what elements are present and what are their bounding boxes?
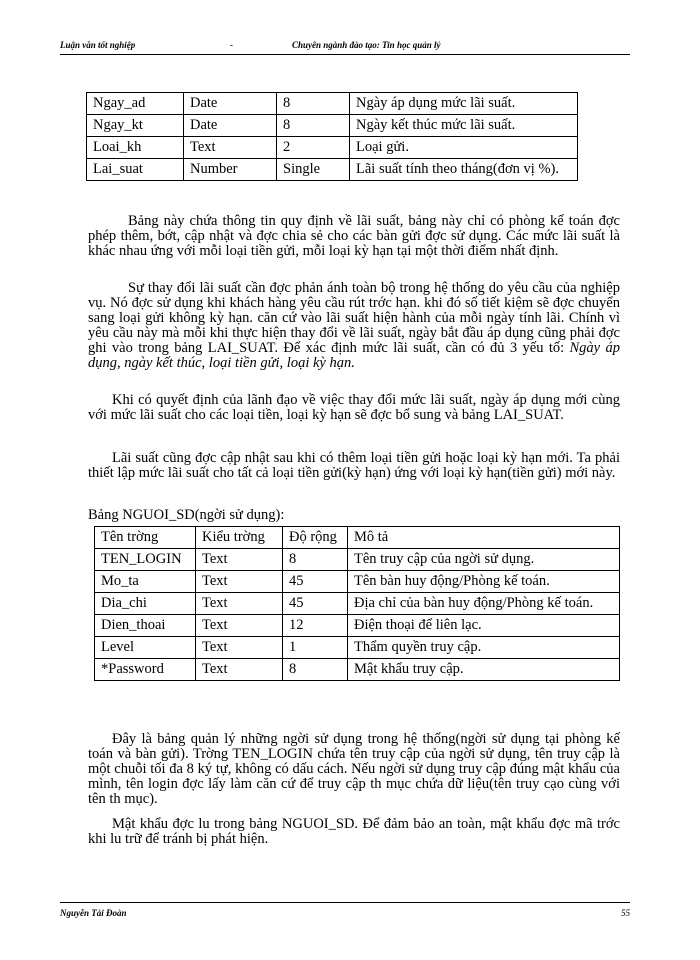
lai-suat-table [86,92,578,181]
table-cell: Date [184,115,277,137]
paragraph-text: Sự thay đổi lãi suất cần đợc phản ánh toàn bộ trong hệ thống do yêu cầu của nghiệp vụ. Nó đợc sử dụng khi khách hàng yêu cầu rút trớc hạn. khi đó số tiết kiệm sẽ đợc chuyển sang loại gửi không kỳ hạn. căn cứ vào lãi suất hiện hành của mỗi ngày tính lãi. Chính vì yêu cầu này mà mỗi khi thực hiện thay đổi về lãi suất, ngày bắt đầu áp dụng cũng phải đợc ghi vào trong bảng LAI_SUAT. Để xác định mức lãi suất, cần có đủ 3 yếu tố: [88,280,620,356]
table-cell: Dia_chi [95,593,196,615]
table-row [87,115,578,137]
footer-rule [60,902,630,903]
table-cell: Địa chỉ của bàn huy động/Phòng kế toán. [348,593,620,615]
table-caption: Bảng NGUOI_SD(ngời sử dụng): [88,507,285,523]
table-row [95,549,620,571]
table-cell: Text [196,593,283,615]
paragraph-nguoi-sd-intro: Đây là bảng quản lý những ngời sử dụng trong hệ thống(ngời sử dụng tại phòng kế toán và bàn gửi). Trờng TEN_LOGIN chứa tên truy cập của ngời sử dụng, tên truy cập là một chuỗi tối đa 8 ký tự, không có dấu cách. Nếu ngời sử dụng truy cập đúng mật khẩu của mình, tên login đợc lấy làm căn cứ để truy cập th mục chứa dữ liệu(tên truy cạo cùng với tên th mục). [88,731,620,807]
table-cell: Ngày kết thúc mức lãi suất. [350,115,578,137]
page-number: 55 [621,908,630,918]
paragraph-password: Mật khẩu đợc lu trong bảng NGUOI_SD. Để đảm bảo an toàn, mật khẩu đợc mã trớc khi lu trữ để tránh bị phát hiện. [88,816,620,847]
column-header: Mô tả [348,527,620,549]
table-row [95,571,620,593]
page-footer [60,908,630,918]
header-separator: - [230,40,233,50]
table-cell: Thẩm quyền truy cập. [348,637,620,659]
table-cell: 8 [277,115,350,137]
table-cell: Loai_kh [87,137,184,159]
header-rule [60,54,630,55]
header-thesis-label: Luận văn tốt nghiệp [60,40,136,50]
nguoi-sd-table [94,526,620,681]
table-cell: 12 [283,615,348,637]
table-cell: *Password [95,659,196,681]
table-cell: 45 [283,593,348,615]
table-cell: Mật khẩu truy cập. [348,659,620,681]
paragraph-lai-suat-change [88,281,620,371]
table-cell: Lai_suat [87,159,184,181]
table-row [87,159,578,181]
column-header: Độ rộng [283,527,348,549]
table-cell: Tên truy cập của ngời sử dụng. [348,549,620,571]
table-row [87,93,578,115]
table-cell: Điện thoại để liên lạc. [348,615,620,637]
table-cell: Level [95,637,196,659]
paragraph-italic-text: Ngày áp dụng, ngày kết thúc, loại tiền gửi, loại kỳ hạn. [88,340,620,371]
paragraph-lai-suat-intro: Bảng này chứa thông tin quy định về lãi suất, bảng này chỉ có phòng kế toán đợc phép thêm, bớt, cập nhật và đợc chia sẻ cho các bàn gửi đợc sử dụng. Các mức lãi suất là khác nhau ứng với mỗi loại tiền gửi, mỗi loại kỳ hạn tại một thời điểm nhất định. [88,213,620,259]
table-cell: Lãi suất tính theo tháng(đơn vị %). [350,159,578,181]
table-cell: 45 [283,571,348,593]
table-cell: Number [184,159,277,181]
table-cell: 8 [277,93,350,115]
table-row [95,593,620,615]
table-cell: Text [184,137,277,159]
table-cell: Loại gửi. [350,137,578,159]
table-cell: Tên bàn huy động/Phòng kế toán. [348,571,620,593]
table-cell: Text [196,659,283,681]
table-cell: Ngày áp dụng mức lãi suất. [350,93,578,115]
table-row [87,137,578,159]
table-cell: Text [196,615,283,637]
table-cell: Text [196,571,283,593]
table-cell: Single [277,159,350,181]
page-header [60,40,630,54]
paragraph-lai-suat-decision: Khi có quyết định của lãnh đạo về việc thay đổi mức lãi suất, ngày áp dụng mới cùng với mức lãi suất cho các loại tiền, loại kỳ hạn sẽ đợc bổ sung và bảng LAI_SUAT. [88,392,620,423]
table-cell: Mo_ta [95,571,196,593]
paragraph-lai-suat-update: Lãi suất cũng đợc cập nhật sau khi có thêm loại tiền gửi hoặc loại kỳ hạn mới. Ta phải thiết lập mức lãi suất cho tất cả loại tiền gửi(kỳ hạn) ứng với loại kỳ hạn(tiền gửi) mới này. [88,450,620,481]
table-cell: Ngay_kt [87,115,184,137]
footer-author: Nguyễn Tài Đoàn [60,908,127,918]
table-cell: Ngay_ad [87,93,184,115]
table-cell: TEN_LOGIN [95,549,196,571]
table-row [95,659,620,681]
table-cell: Text [196,637,283,659]
table-header-row [95,527,620,549]
column-header: Tên trờng [95,527,196,549]
table-cell: 2 [277,137,350,159]
table-row [95,637,620,659]
table-cell: Text [196,549,283,571]
table-cell: Date [184,93,277,115]
table-cell: 1 [283,637,348,659]
table-row [95,615,620,637]
header-major-label: Chuyên ngành đào tạo: Tin học quản lý [292,40,441,50]
table-cell: 8 [283,549,348,571]
table-cell: 8 [283,659,348,681]
table-cell: Dien_thoai [95,615,196,637]
column-header: Kiểu trờng [196,527,283,549]
